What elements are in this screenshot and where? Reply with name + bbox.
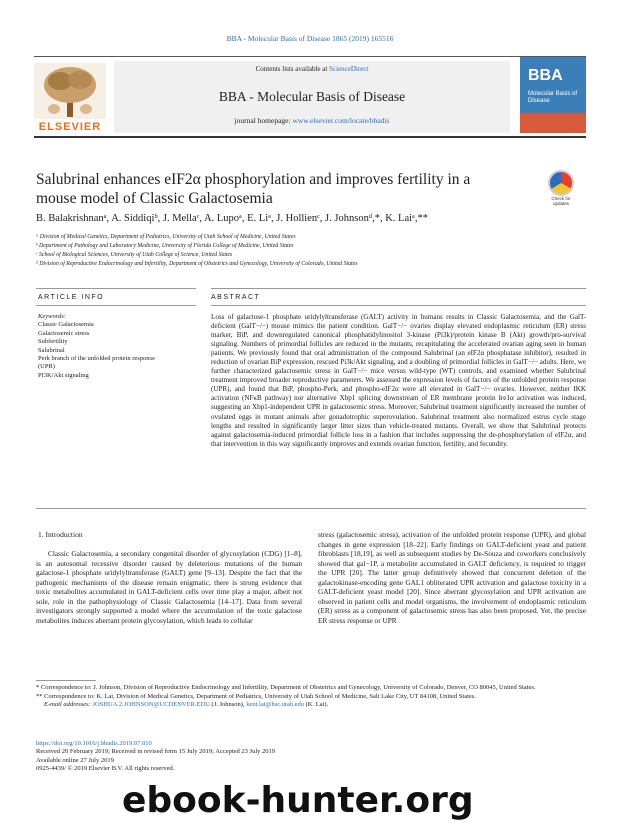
journal-citation-link[interactable]: BBA - Molecular Basis of Disease 1865 (2019) 165516	[226, 34, 394, 43]
keyword: Perk branch of the unfolded protein response	[38, 355, 155, 363]
keyword: Salubrinal	[38, 346, 65, 354]
cover-subtitle: Molecular Basis of Disease	[528, 91, 578, 104]
badge-text-2: updates	[552, 201, 569, 206]
email-label: E-mail addresses:	[44, 701, 91, 709]
publisher-name: ELSEVIER	[38, 121, 102, 133]
article-title	[36, 170, 506, 208]
article-info-rule-2	[36, 305, 196, 306]
abstract-rule-2	[211, 305, 586, 306]
email-johnson-name: (J. Johnson),	[211, 701, 245, 709]
keywords-block	[38, 313, 198, 380]
email-line	[36, 701, 586, 710]
journal-cover	[520, 57, 586, 133]
copyright: 0925-4439/ © 2019 Elsevier B.V. All rights reserved.	[36, 765, 175, 773]
check-for-updates-badge[interactable]	[546, 170, 576, 204]
affiliation-d: ᵈ Division of Reproductive Endocrinology and Infertility, Department of Obstetrics and Gynecology, University of Colorado, United States	[36, 261, 358, 267]
article-info-heading: ARTICLE INFO	[38, 294, 105, 301]
footnote-rule	[36, 680, 96, 681]
keyword: PI3K/Akt signaling	[38, 371, 89, 379]
online-date: Available online 27 July 2019	[36, 756, 114, 764]
doi-link[interactable]: https://doi.org/10.1016/j.bbadis.2019.07.010	[36, 740, 152, 747]
contents-line	[114, 65, 510, 73]
title-line-1: Salubrinal enhances eIF2α phosphorylation and improves fertility in a	[36, 171, 471, 188]
abstract-bottom-rule	[36, 508, 586, 509]
cover-title: BBA	[528, 67, 563, 84]
homepage-line	[114, 116, 510, 125]
author-list: B. Balakrishnanᵃ, A. Siddiqiᵇ, J. Mellaᶜ, A. Lupoᵃ, E. Liᵃ, J. Hollienᶜ, J. Johnsonᵈ,*, K. Laiᵃ,**	[36, 213, 429, 224]
elsevier-logo	[34, 63, 106, 133]
contents-prefix: Contents lists available at	[255, 65, 328, 73]
sciencedirect-link[interactable]: ScienceDirect	[329, 65, 369, 73]
cover-band	[520, 113, 586, 133]
journal-masthead	[34, 56, 586, 138]
watermark-text: ebook-hunter.org	[122, 780, 474, 821]
introduction-heading: 1. Introduction	[38, 530, 83, 539]
homepage-link[interactable]: www.elsevier.com/locate/bbadis	[292, 116, 390, 125]
title-line-2: mouse model of Classic Galactosemia	[36, 190, 273, 207]
keywords-label: Keywords:	[38, 313, 66, 320]
email-lai-name: (K. Lai).	[305, 701, 329, 709]
journal-title: BBA - Molecular Basis of Disease	[218, 89, 406, 104]
introduction-column-1: Classic Galactosemia, a secondary congenital disorder of glycosylation (CDG) [1–8], is an autosomal recessive disorder caused by deleterious mutations of the human galactose-1 phosphate uridylyltransferase (GALT) gene [9–13]. Despite the fact that the pathogenic mechanisms of the disease remain enigmatic, there is strong evidence that toxic metabolites accumulated in GALT-deficient cells over time play a major, albeit not sole, role in the pathophysiology of Classic Galactosemia [14–17]. Data from several investigators strongly supported a model where the accumulation of the toxic galactose metabolites induces aberrant protein glycosylation, which leads to cellular	[36, 549, 302, 625]
journal-info-box	[114, 61, 510, 133]
email-lai-link[interactable]: kent.lai@hsc.utah.edu	[246, 701, 305, 709]
footnotes	[36, 684, 586, 710]
affiliation-a: ᵃ Division of Medical Genetics, Department of Pediatrics, University of Utah School of Medicine, United States	[36, 234, 296, 240]
article-meta	[36, 740, 436, 774]
affiliation-b: ᵇ Department of Pathology and Laboratory Medicine, University of Florida College of Medicine, United States	[36, 243, 294, 249]
footnote-1: * Correspondence to: J. Johnson, Division of Reproductive Endocrinology and Infertility, Department of Obstetrics and Gynecology, University of Colorado, Denver, CO 80045, United States.	[36, 684, 536, 691]
introduction-column-2: stress (galactosemic stress), activation of the unfolded protein response (UPR), and global changes in gene expression [18–22]. Early findings on GALT-deficient yeast and patient fibroblasts [18,19], as well as subsequent studies by De-Souza and coworkers conclusively showed that gal−1P, a metabolite accumulated in GALT deficiency, is required to trigger the UPR [20]. The latter group definitively showed that concurrent deletion of the galactokinase-encoding gene GAL1 obliterated UPR activation and galactose toxicity in a GALT-deficient yeast model [20]. Since aberrant glycosylation and UPR activation are observed in patient cells and model organisms, the involvement of endoplasmic reticulum (ER) stress as a component of galactosemic stress has also been proposed. Yet, the precise ER stress response or UPR	[318, 530, 586, 625]
affiliation-c: ᶜ School of Biological Sciences, University of Utah College of Science, United States	[36, 252, 233, 258]
keyword: (UPR)	[38, 363, 55, 371]
received-dates: Received 20 February 2019; Received in revised form 15 July 2019; Accepted 23 July 2019	[36, 748, 276, 756]
badge-text-1: Check for	[551, 196, 571, 201]
keyword: Galactosemic stress	[38, 329, 90, 337]
abstract-heading: ABSTRACT	[211, 294, 261, 301]
check-updates-icon	[548, 170, 574, 196]
email-johnson-link[interactable]: JOSHUA.2.JOHNSON@UCDENVER.EDU	[92, 701, 210, 709]
article-info-rule	[36, 288, 196, 289]
abstract-rule	[211, 288, 586, 289]
homepage-prefix: journal homepage:	[234, 116, 291, 125]
footnote-2: ** Correspondence to: K. Lai, Division of Medical Genetics, Department of Pediatrics, University of Utah School of Medicine, Salt Lake City, UT 84108, United States.	[36, 692, 476, 700]
abstract-text: Loss of galactose-1 phosphate uridylyltransferase (GALT) activity in humans results in Classic Galactosemia, and the GalT-deficient (GalT−/−) mouse mimics the patient condition. GalT−/− ovaries display elevated endoplasmic reticulum (ER) stress marker, BiP, and downregulated canonical phosphatidylinositol 3-kinase (Pi3k)/protein kinase B (Akt) growth/pro-survival signaling. Numbers of primordial follicles are reduced in the mutants, recapitulating the accelerated ovarian aging seen in human patients. We previously found that oral administration of the compound Salubrinal (an eIF2α phosphatase inhibitor), resulted in reduction of ovarian BiP expression, rescued Pi3k/Akt signaling, and a doubling of primordial follicles in GalT−/− adults. Here, we further characterized galactosemic stress in GalT−/− mice versus wild-type (WT) controls, and examined whether Salubrinal treatment improved broader reproductive parameters. We assessed the expression levels of factors of the unfolded protein response (UPR), and found that BiP, phospho-Perk, and phospho-eIF2α were all elevated in GalT−/− ovaries. However, neither IKK activation (NFκB pathway) nor alternative Xbp1 splicing downstream of ER membrane protein Ire1α activation was induced, suggesting an Xbp1-independent UPR in galactosemic stress. Moreover, Salubrinal treatment significantly increased the number of ovulated eggs in mutant animals after gonadotrophic superovulation. Salubrinal treatment also normalized estrus cycle stage lengths and resulted in significantly larger litter sizes than vehicle-treated mutants. Overall, we show that Salubrinal protects against galactosemia-induced primordial follicle loss in a fashion that includes suppressing the de-phosphorylation of eIF2α, and that intervention in this way significantly improves and extends ovarian function, fertility, and fecundity.	[211, 313, 586, 448]
keyword: Classic Galactosemia	[38, 321, 94, 329]
elsevier-tree-icon	[34, 63, 106, 119]
keyword: Subfertility	[38, 338, 68, 346]
